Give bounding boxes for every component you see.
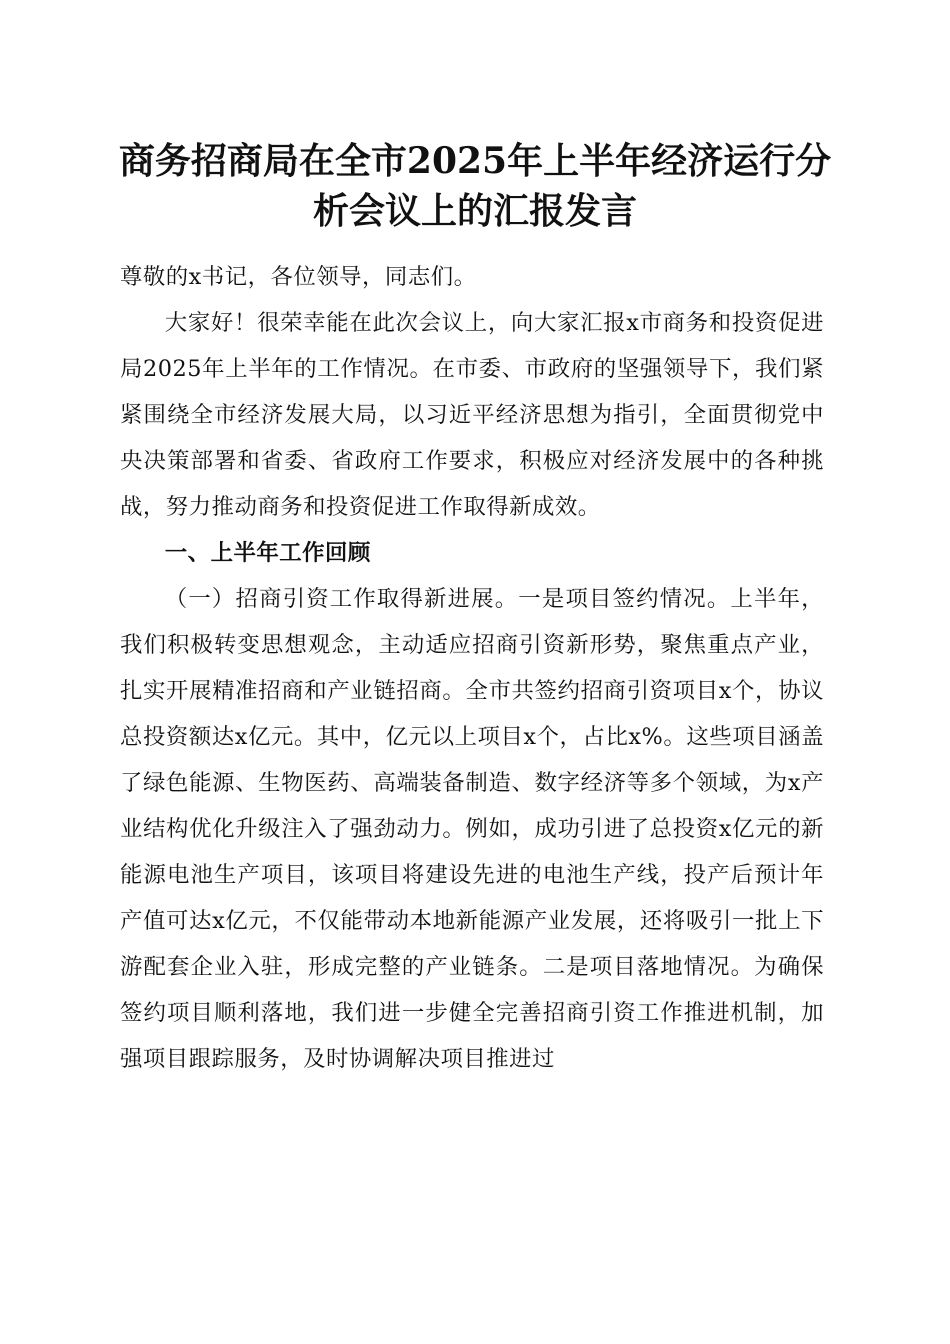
document-body bbox=[120, 254, 824, 1082]
title-line-1: 商务招商局在全市2025年上半年经济运行分 bbox=[118, 140, 832, 182]
salutation: 尊敬的x书记，各位领导，同志们。 bbox=[120, 264, 477, 290]
intro-paragraph: 大家好！很荣幸能在此次会议上，向大家汇报x市商务和投资促进局2025年上半年的工作情况。在市委、市政府的坚强领导下，我们紧紧围绕全市经济发展大局，以习近平经济思想为指引，全面贯彻党中央决策部署和省委、省政府工作要求，积极应对经济发展中的各种挑战，努力推动商务和投资促进工作取得新成效。 bbox=[120, 310, 824, 520]
title-line-2: 析会议上的汇报发言 bbox=[312, 190, 637, 232]
document-title bbox=[100, 136, 850, 236]
section-heading: 一、上半年工作回顾 bbox=[164, 540, 371, 566]
subsection-paragraph: （一）招商引资工作取得新进展。一是项目签约情况。上半年，我们积极转变思想观念，主动适应招商引资新形势，聚焦重点产业，扎实开展精准招商和产业链招商。全市共签约招商引资项目x个，协议总投资额达x亿元。其中，亿元以上项目x个，占比x%。这些项目涵盖了绿色能源、生物医药、高端装备制造、数字经济等多个领域，为x产业结构优化升级注入了强劲动力。例如，成功引进了总投资x亿元的新能源电池生产项目，该项目将建设先进的电池生产线，投产后预计年产值可达x亿元，不仅能带动本地新能源产业发展，还将吸引一批上下游配套企业入驻，形成完整的产业链条。二是项目落地情况。为确保签约项目顺利落地，我们进一步健全完善招商引资工作推进机制，加强项目跟踪服务，及时协调解决项目推进过 bbox=[120, 586, 824, 1072]
